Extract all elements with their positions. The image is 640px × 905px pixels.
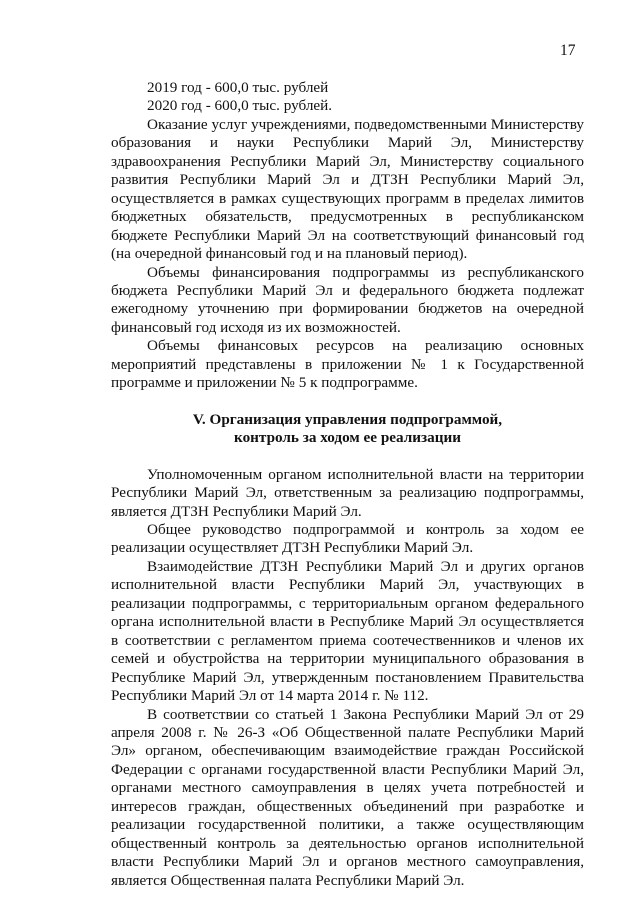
paragraph-general-management: Общее руководство подпрограммой и контроль за ходом ее реализации осуществляет ДТЗН Республики Марий Эл. xyxy=(111,520,584,557)
paragraph-financing-volumes: Объемы финансирования подпрограммы из республиканского бюджета Республики Марий Эл и федерального бюджета подлежат ежегодному уточнению при формировании бюджетов на очередной финансовый год исходя из их возможностей. xyxy=(111,263,584,336)
section-heading xyxy=(111,411,584,448)
budget-line-2019: 2019 год - 600,0 тыс. рублей xyxy=(147,79,329,96)
page-number: 17 xyxy=(560,42,576,59)
paragraph-services: Оказание услуг учреждениями, подведомственными Министерству образования и науки Республики Марий Эл, Министерству здравоохранения Республики Марий Эл, Министерству социального развития Республики Марий Эл и ДТЗН Республики Марий Эл, осуществляется в рамках существующих программ в пределах лимитов бюджетных обязательств, предусмотренных в республиканском бюджете Республики Марий Эл на соответствующий финансовый год (на очередной финансовый год и на плановый период). xyxy=(111,115,584,263)
section-heading-line-1: V. Организация управления подпрограммой, xyxy=(192,410,503,428)
paragraph-public-chamber: В соответствии со статьей 1 Закона Республики Марий Эл от 29 апреля 2008 г. № 26-З «Об Общественной палате Республики Марий Эл» органом, обеспечивающим взаимодействие граждан Российской Федерации с органами государственной власти Республики Марий Эл, органами местного самоуправления в целях учета потребностей и интересов граждан, общественных объединений при разработке и реализации государственной политики, а также осуществляющим общественный контроль за деятельностью органов исполнительной власти Республики Марий Эл и органов местного самоуправления, является Общественная палата Республики Марий Эл. xyxy=(111,705,584,889)
budget-line-2020: 2020 год - 600,0 тыс. рублей. xyxy=(147,97,333,115)
paragraph-financial-resources: Объемы финансовых ресурсов на реализацию основных мероприятий представлены в приложении № 1 к Государственной программе и приложении № 5 к подпрограмме. xyxy=(111,337,584,392)
paragraph-authorized-body: Уполномоченным органом исполнительной власти на территории Республики Марий Эл, ответственным за реализацию подпрограммы, является ДТЗН Республики Марий Эл. xyxy=(111,465,584,520)
document-body xyxy=(111,79,584,890)
paragraph-interaction: Взаимодействие ДТЗН Республики Марий Эл и других органов исполнительной власти Республики Марий Эл, участвующих в реализации подпрограммы, с территориальным органом федерального органа исполнительной власти в Республике Марий Эл осуществляется в соответствии с регламентом приема соотечественников и членов их семей и обустройства на территории муниципального образования в Республике Марий Эл, утвержденным постановлением Правительства Республики Марий Эл от 14 марта 2014 г. № 112. xyxy=(111,557,584,705)
section-heading-line-2: контроль за ходом ее реализации xyxy=(234,429,461,447)
